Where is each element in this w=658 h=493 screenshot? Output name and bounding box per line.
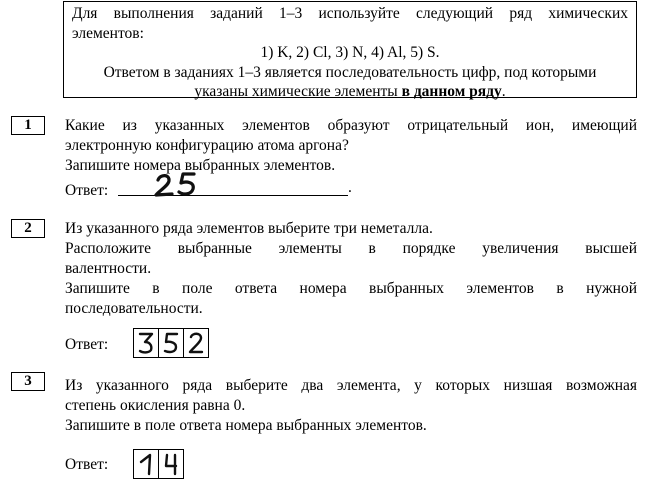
- task-number: 3: [11, 372, 45, 391]
- text: указаны химические элементы: [194, 83, 402, 100]
- task-line: степень окисления равна 0.: [65, 397, 246, 414]
- handwritten-digit-3: [137, 331, 155, 355]
- element-series: 1) K, 2) Cl, 3) N, 4) Al, 5) S.: [260, 44, 440, 61]
- answer-cell[interactable]: [134, 329, 159, 357]
- task-line: Запишите в поле ответа номера выбранных элементов.: [65, 417, 427, 434]
- task-line: Какие из указанных элементов образуют отрицательный ион, имеющий: [65, 117, 637, 134]
- answer-cells[interactable]: [133, 449, 184, 479]
- answer-cell[interactable]: [134, 450, 159, 478]
- task-line: Расположите выбранные элементы в порядке увеличения высшей: [65, 240, 637, 257]
- handwritten-digit-2: [187, 331, 205, 355]
- task-line: последовательности.: [65, 300, 203, 317]
- answer-label: Ответ:: [65, 336, 109, 353]
- handwritten-digit-5: [179, 174, 194, 194]
- emphasis: в данном ряду: [401, 83, 502, 100]
- handwritten-answer: [150, 171, 202, 199]
- handwritten-digit-2: [156, 176, 172, 195]
- task-line: электронную конфигурацию атома аргона?: [65, 137, 349, 154]
- handwritten-digit-5: [162, 331, 180, 355]
- task-line: Запишите номера выбранных элементов.: [65, 157, 336, 174]
- answer-label: Ответ:: [65, 182, 109, 199]
- task-line: Из указанного ряда выберите два элемента, у которых низшая возможная: [65, 377, 637, 394]
- instructions-line: Ответом в заданиях 1–3 является последовательность цифр, под которыми: [103, 63, 597, 81]
- answer-label: Ответ:: [65, 456, 109, 473]
- text: .: [501, 83, 506, 100]
- answer-period: .: [348, 179, 352, 196]
- handwritten-digit-4: [162, 452, 180, 476]
- task-line: валентности.: [65, 260, 152, 277]
- answer-cells[interactable]: [133, 328, 209, 358]
- task-line: Из указанного ряда элементов выберите три неметалла.: [65, 220, 433, 237]
- instructions-line: элементов:: [72, 24, 144, 42]
- instructions-box: [63, 1, 637, 98]
- instructions-line: [72, 82, 628, 102]
- task-text: [65, 116, 637, 176]
- handwritten-digit-1: [137, 452, 155, 476]
- answer-cell[interactable]: [159, 329, 184, 357]
- answer-cell[interactable]: [184, 329, 208, 357]
- task-number: 2: [11, 219, 45, 238]
- answer-cell[interactable]: [159, 450, 183, 478]
- task-line: Запишите в поле ответа номера выбранных элементов в нужной: [65, 280, 637, 297]
- task-number: 1: [11, 116, 45, 135]
- task-text: [65, 376, 637, 436]
- task-text: [65, 219, 637, 319]
- instructions-line: Для выполнения заданий 1–3 используйте следующий ряд химических: [72, 5, 628, 22]
